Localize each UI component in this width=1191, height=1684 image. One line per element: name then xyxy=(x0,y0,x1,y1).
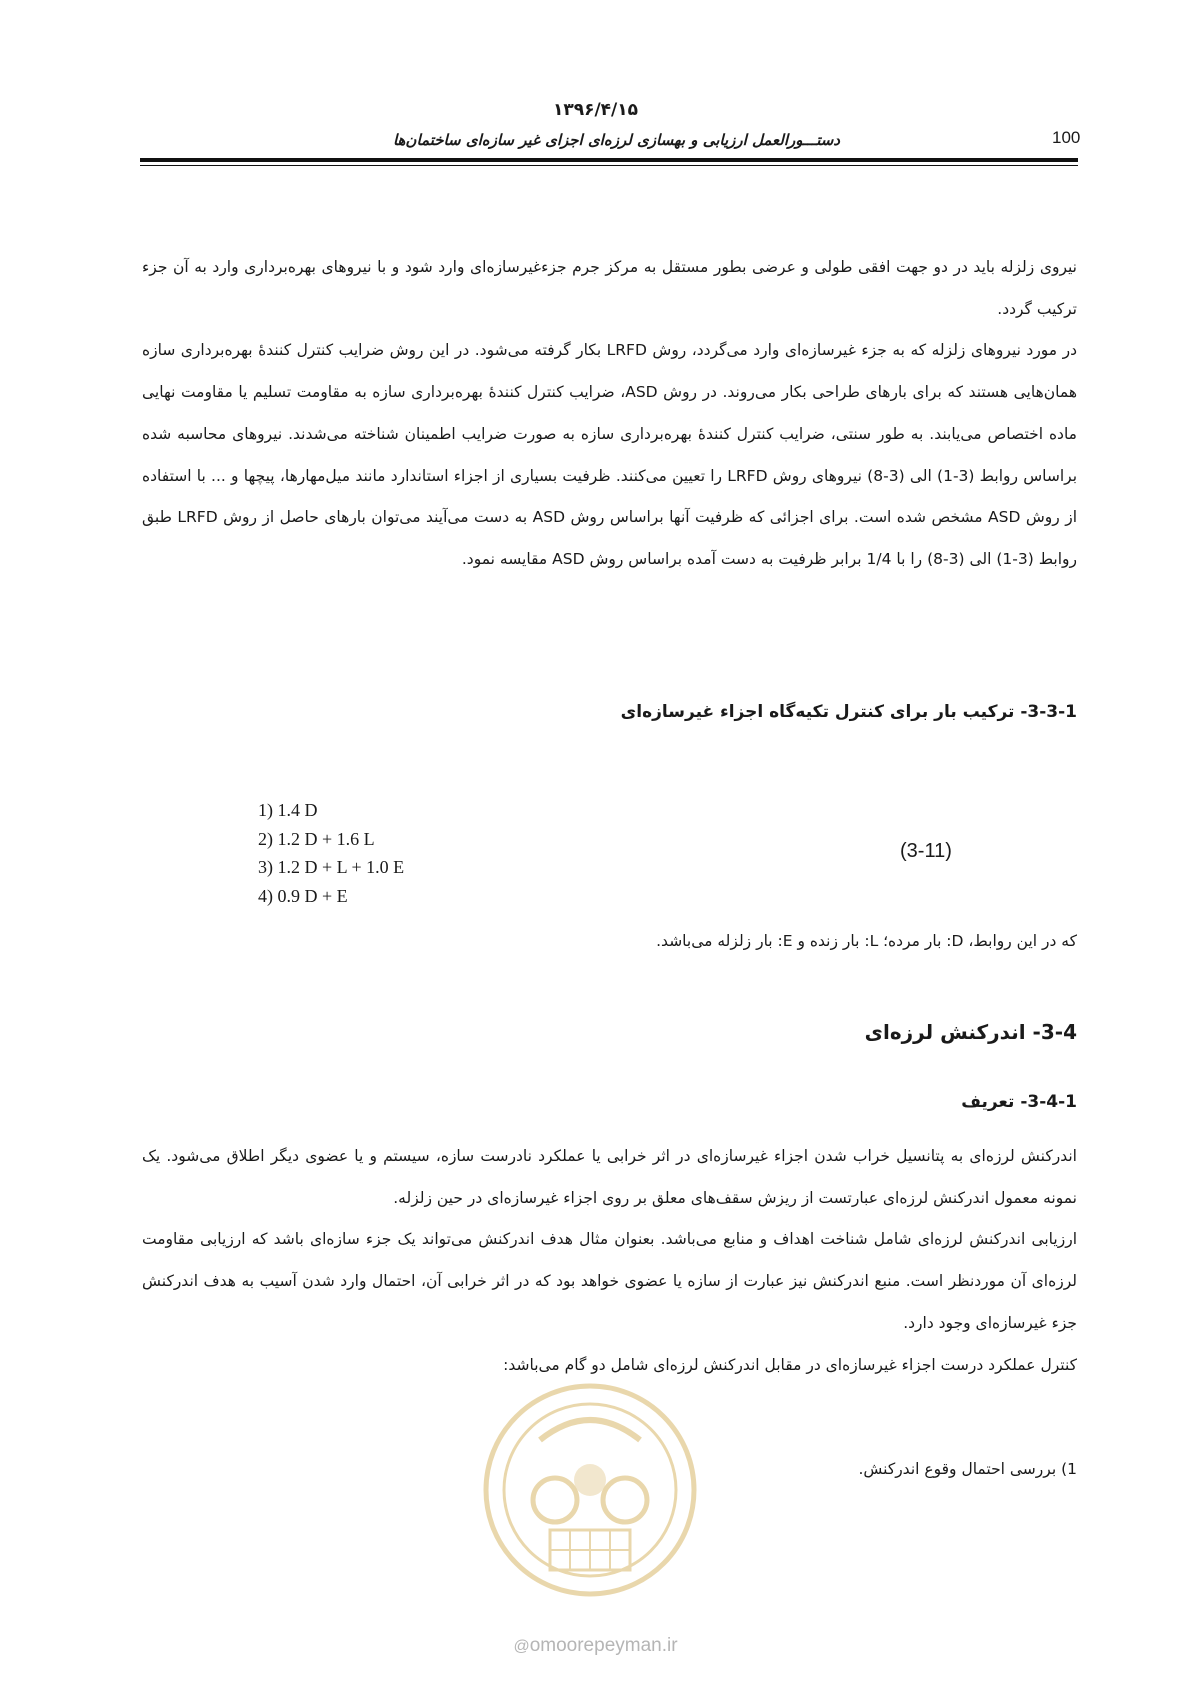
section-heading-3-3-1: 3-3-1- ترکیب بار برای کنترل تکیه‌گاه اجزاء غیرسازه‌ای xyxy=(620,702,1077,722)
paragraph-interaction-definition: اندرکنش لرزه‌ای به پتانسیل خراب شدن اجزاء غیرسازه‌ای در اثر خرابی یا عملکرد نادرست سازه، سیستم و یا عضوی دیگر اطلاق می‌شود. یک نمونه معمول اندرکنش لرزه‌ای عبارتست از ریزش سقف‌های معلق بر روی اجزاء غیرسازه‌ای در حین زلزله. xyxy=(142,1147,1077,1207)
equation-1: 1) 1.4 D xyxy=(258,800,318,820)
paragraph-lrfd-asd: در مورد نیروهای زلزله که به جزء غیرسازه‌ای وارد می‌گردد، روش LRFD بکار گرفته می‌شود. در این روش ضرایب کنترل کنندۀ بهره‌برداری سازه همان‌هایی هستند که برای بارهای طراحی بکار می‌روند. در روش ASD، ضرایب کنترل کنندۀ بهره‌برداری سازه به مقاومت تسلیم یا مقاومت نهایی ماده اختصاص می‌یابند. به طور سنتی، ضرایب کنترل کنندۀ بهره‌برداری سازه به صورت ضرایب اطمینان شناخته می‌شدند. نیروهای محاسبه شده براساس روابط (3-1) الی (3-8) نیروهای روش LRFD را تعیین می‌کنند. ظرفیت بسیاری از اجزاء استاندارد مانند میل‌مهارها، پیچها و ... با استفاده از روش ASD مشخص شده است. برای اجزائی که ظرفیت آنها براساس روش ASD به دست می‌آیند می‌توان بارهای حاصل از روش LRFD طبق روابط (3-1) الی (3-8) را با 1/4 برابر ظرفیت به دست آمده براساس روش ASD مقایسه نمود. xyxy=(142,341,1078,568)
paragraph-interaction-assessment: ارزیابی اندرکنش لرزه‌ای شامل شناخت اهداف و منابع می‌باشد. بعنوان مثال هدف اندرکنش می‌تواند یک جزء سازه‌ای باشد که ارزیابی مقاومت لرزه‌ای آن موردنظر است. منبع اندرکنش نیز عبارت از سازه یا عضوی خواهد بود که در اثر خرابی آن، احتمال وارد شدن آسیب به هدف اندرکنش جزء غیرسازه‌ای وجود دارد. xyxy=(142,1230,1077,1332)
load-combination-equations xyxy=(258,796,404,910)
page-date: ۱۳۹۶/۴/۱۵ xyxy=(552,100,639,120)
section-heading-3-4-1: 3-4-1- تعریف xyxy=(961,1092,1077,1112)
equation-4: 4) 0.9 D + E xyxy=(258,885,348,906)
page-number: 100 xyxy=(1052,128,1081,147)
equation-3: 3) 1.2 D + L + 1.0 E xyxy=(258,857,405,877)
running-title: دستـــورالعمل ارزیابی و بهسازی لرزه‌ای اجزای غیر سازه‌ای ساختمان‌ها xyxy=(392,131,840,149)
paragraph-control-steps: کنترل عملکرد درست اجزاء غیرسازه‌ای در مقابل اندرکنش لرزه‌ای شامل دو گام می‌باشد: xyxy=(503,1355,1077,1374)
watermark-text: @omoorepeyman.ir xyxy=(513,1635,678,1656)
list-item-1: 1) بررسی احتمال وقوع اندرکنش. xyxy=(858,1460,1077,1478)
paragraph-seismic-force: نیروی زلزله باید در دو جهت افقی طولی و عرضی بطور مستقل به مرکز جرم جزءغیرسازه‌ای وارد شود و با نیروهای بهره‌برداری وارد به آن جزء ترکیب گردد. xyxy=(142,258,1077,318)
body-block-1 xyxy=(142,247,1077,581)
body-block-2 xyxy=(142,1136,1077,1386)
header-rule-thick xyxy=(140,158,1078,162)
where-definitions: که در این روابط، D: بار مرده؛ L: بار زنده و E: بار زلزله می‌باشد. xyxy=(656,932,1077,950)
watermark-seal-icon xyxy=(480,1380,700,1600)
equation-number: (3-11) xyxy=(900,840,952,862)
header-rule-thin xyxy=(140,165,1078,166)
equation-2: 2) 1.2 D + 1.6 L xyxy=(258,828,375,849)
section-heading-3-4: 3-4- اندرکنش لرزه‌ای xyxy=(864,1020,1077,1044)
